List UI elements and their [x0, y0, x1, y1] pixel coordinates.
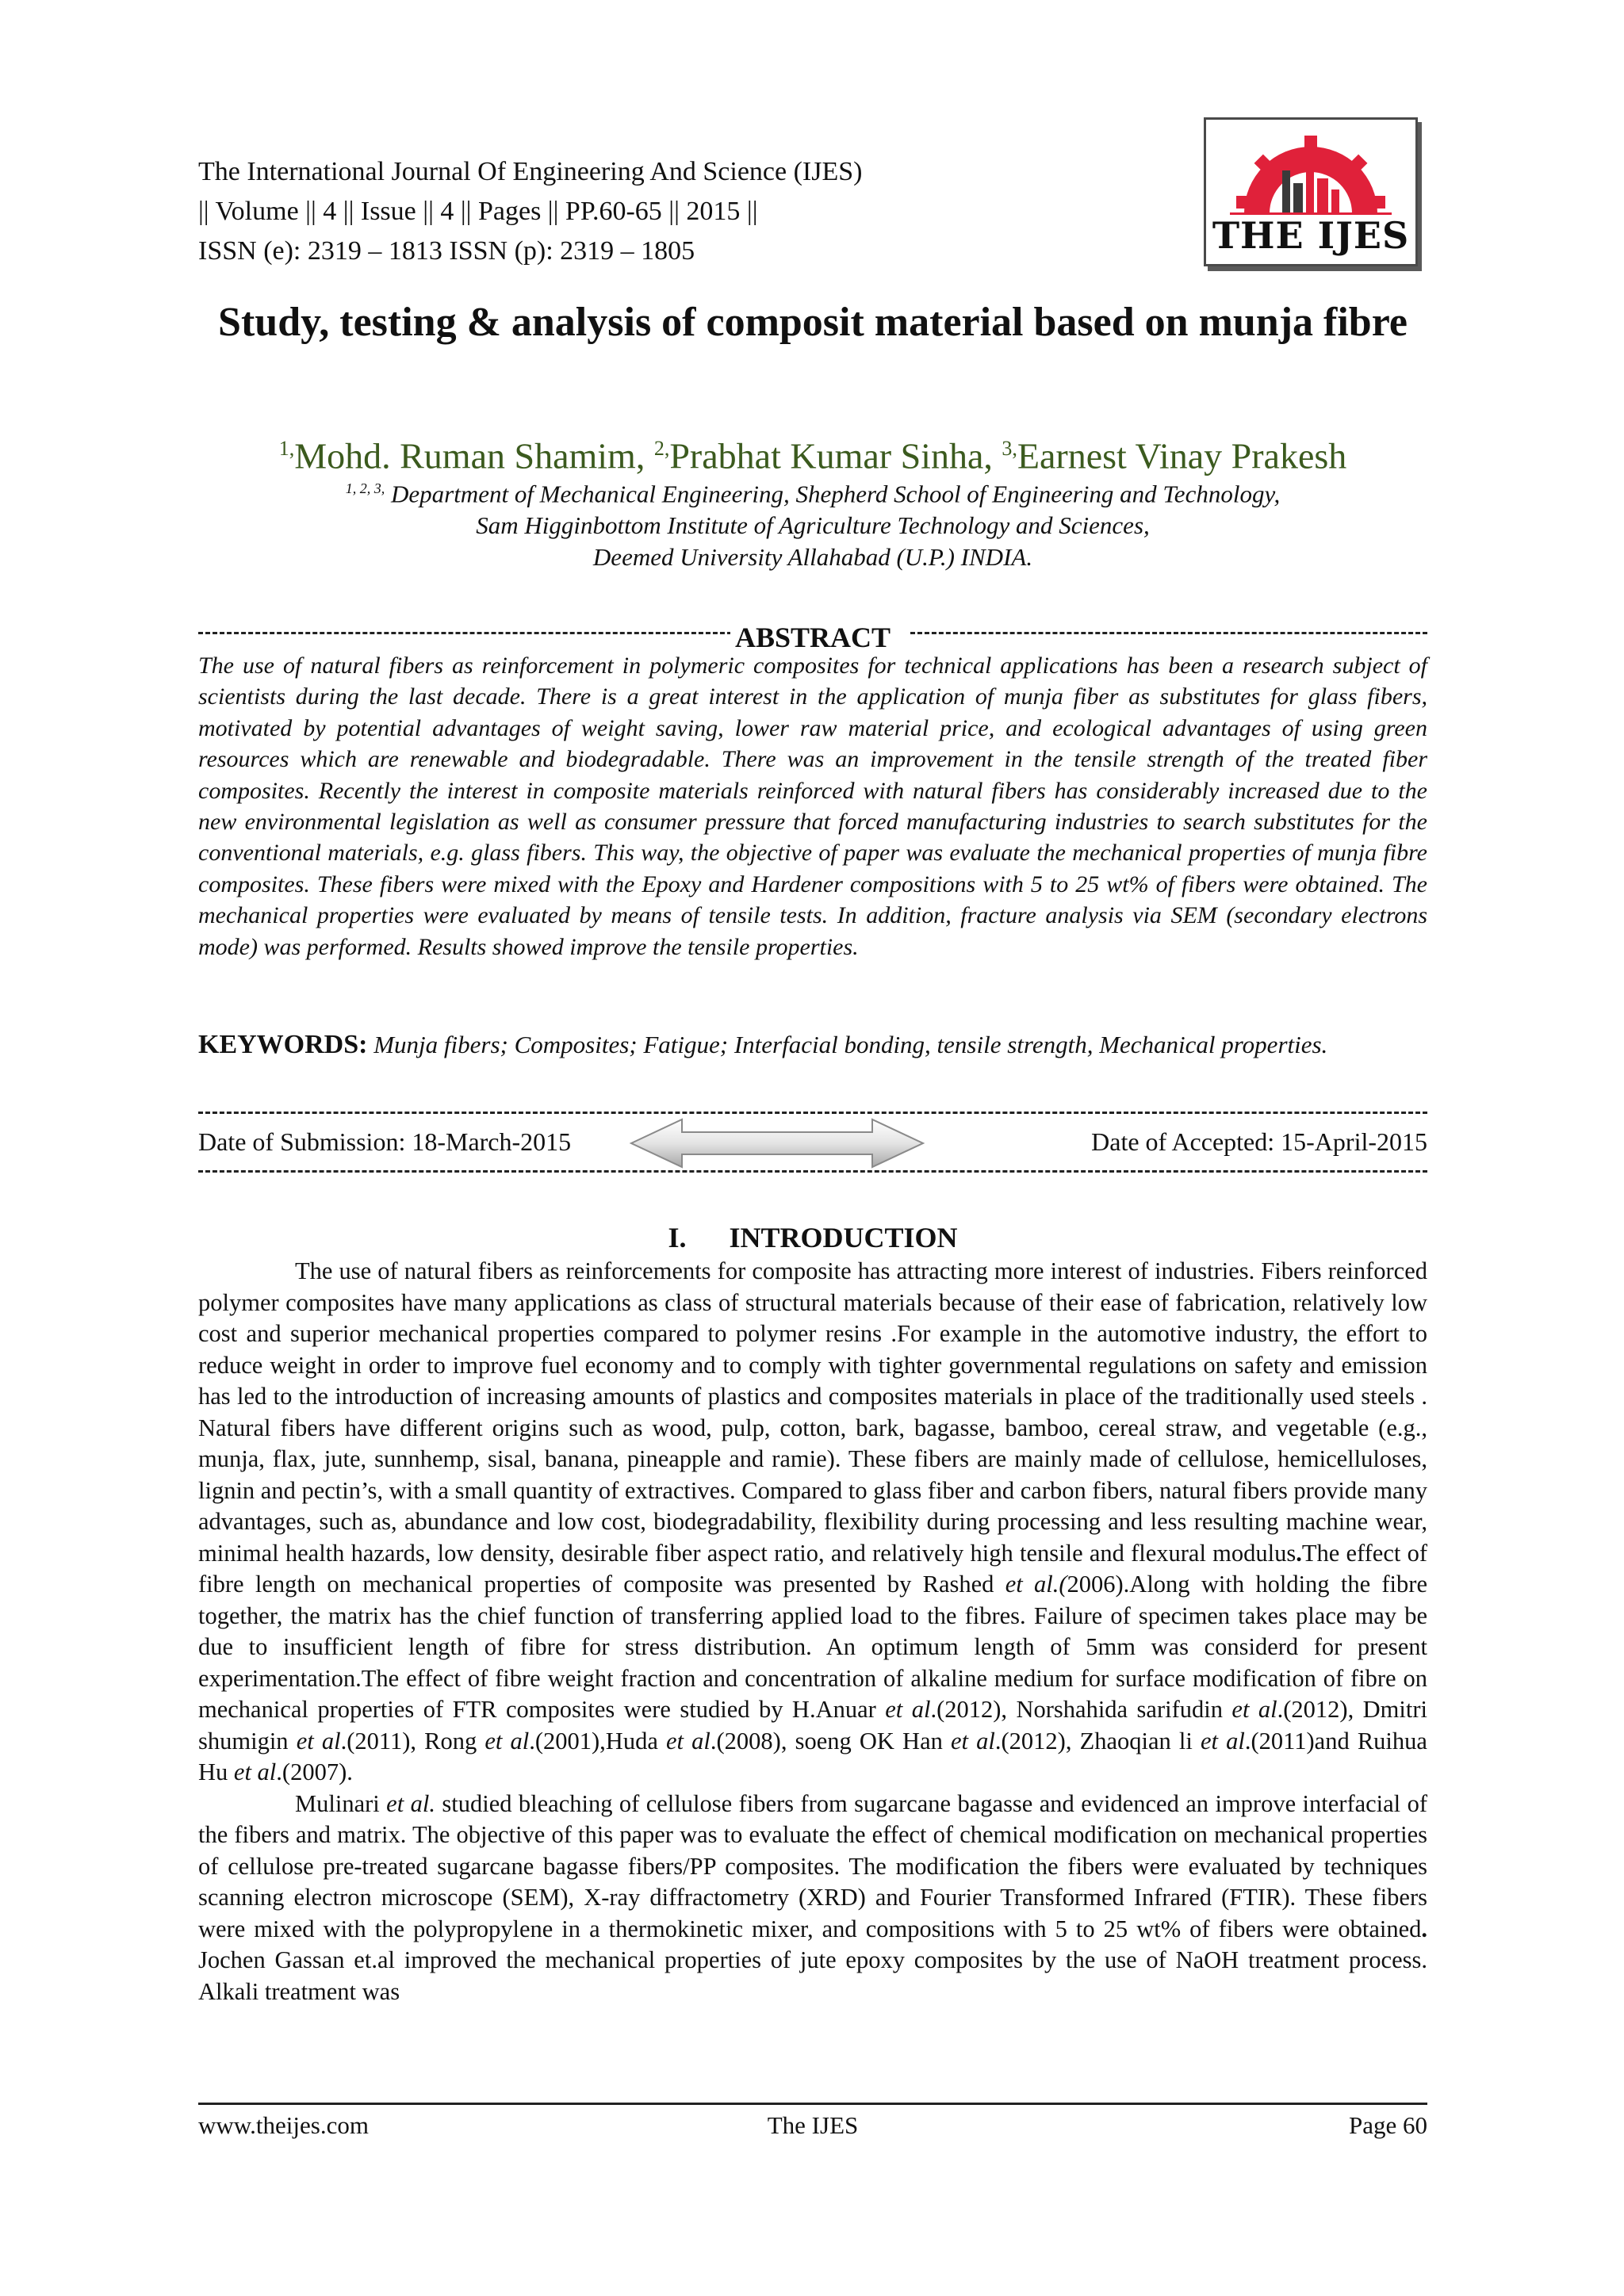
footer-page-number: Page 60: [1348, 2111, 1427, 2139]
submission-date: Date of Submission: 18-March-2015: [198, 1127, 572, 1156]
author-3: Earnest Vinay Prakesh: [1017, 435, 1347, 476]
affiliation-marker: 1, 2, 3,: [345, 480, 385, 496]
keywords-text: Munja fibers; Composites; Fatigue; Interfacial bonding, tensile strength, Mechanical properties.: [373, 1031, 1328, 1058]
introduction-paragraph-1: The use of natural fibers as reinforcements for composite has attracting more interest of industries. Fibers reinforced polymer composites have many applications as class of structural materials because of their ease of fabrication, relatively low cost and superior mechanical properties compared to polymer resins .For example in the automotive industry, the effort to reduce weight in order to improve fuel economy and to comply with tighter governmental regulations on safety and emission has led to the introduction of increasing amounts of plastics and composites materials in place of the traditionally used steels . Natural fibers have different origins such as wood, pulp, cotton, bark, bagasse, bamboo, cereal straw, and vegetable (e.g., munja, flax, jute, sunnhemp, sisal, banana, pineapple and ramie). These fibers are mainly made of cellulose, hemicelluloses, lignin and pectin’s, with a small quantity of extractives. Compared to glass fiber and carbon fibers, natural fibers provide many advantages, such as, abundance and low cost, biodegradability, flexibility during processing and less resulting machine wear, minimal health hazards, low density, desirable fiber aspect ratio, and relatively high tensile and flexural modulus.The effect of fibre length on mechanical properties of composite was presented by Rashed et al.(2006).Along with holding the fibre together, the matrix has the chief function of transferring applied load to the fibres. Failure of specimen takes place may be due to insufficient length of fibre for stress distribution. An optimum length of 5mm was considerd for present experimentation.The effect of fibre weight fraction and concentration of alkaline medium for surface modification of fibre on mechanical properties of FTR composites were studied by H.Anuar et al.(2012), Norshahida sarifudin et al.(2012), Dmitri shumigin et al.(2011), Rong et al.(2001),Huda et al.(2008), soeng OK Han et al.(2012), Zhaoqian li et al.(2011)and Ruihua Hu et al.(2007).: [198, 1257, 1427, 1785]
abstract-heading: ABSTRACT: [198, 620, 1427, 655]
affiliation-university: Deemed University Allahabad (U.P.) INDIA.: [592, 543, 1033, 572]
logo-text: THE IJES: [1212, 214, 1410, 257]
introduction-body: [198, 1256, 1427, 2007]
affiliation-department: Department of Mechanical Engineering, Shepherd School of Engineering and Technology,: [390, 480, 1281, 508]
page-footer: [198, 2107, 1427, 2144]
keywords-label: KEYWORDS:: [198, 1030, 368, 1059]
journal-info: [198, 152, 1150, 271]
author-1: Mohd. Ruman Shamim,: [294, 435, 645, 476]
dates-row: [198, 1124, 1427, 1159]
journal-name: The International Journal Of Engineering And Science (IJES): [198, 157, 863, 186]
affiliation-institute: Sam Higginbottom Institute of Agriculture Technology and Sciences,: [476, 511, 1150, 540]
footer-journal: The IJES: [767, 2111, 859, 2139]
dates-bottom-rule: [198, 1161, 1427, 1184]
author-2: Prabhat Kumar Sinha,: [669, 435, 993, 476]
author-2-marker: 2,: [653, 437, 670, 460]
author-3-marker: 3,: [1002, 437, 1017, 460]
affiliation: [198, 473, 1427, 573]
keywords: [198, 1029, 1427, 1061]
paper-title: Study, testing & analysis of composit material based on munja fibre: [218, 300, 1408, 345]
footer-rule: [198, 2103, 1427, 2105]
accepted-date: Date of Accepted: 15-April-2015: [1091, 1127, 1427, 1156]
journal-issn: ISSN (e): 2319 – 1813 ISSN (p): 2319 – 1805: [198, 236, 695, 266]
introduction-paragraph-2: Mulinari et al. studied bleaching of cellulose fibers from sugarcane bagasse and evidenced an improve interfacial of the fibers and matrix. The objective of this paper was to evaluate the effect of chemical modification on mechanical properties of cellulose pre-treated sugarcane bagasse fibers/PP composites. The modification the fibers were evaluated by techniques scanning electron microscope (SEM), X-ray diffractometry (XRD) and Fourier Transformed Infrared (FTIR). These fibers were mixed with the polypropylene in a thermokinetic mixer, and compositions with 5 to 25 wt% of fibers were obtained. Jochen Gassan et.al improved the mechanical properties of jute epoxy composites by the use of NaOH treatment process. Alkali treatment was: [198, 1789, 1427, 2005]
journal-volume: || Volume || 4 || Issue || 4 || Pages || PP.60-65 || 2015 ||: [198, 197, 758, 226]
journal-logo: [1204, 117, 1418, 266]
abstract-text: The use of natural fibers as reinforcement in polymeric composites for technical applications has been a research subject of scientists during the last decade. There is a great interest in the application of munja fiber as substitutes for glass fibers, motivated by potential advantages of weight saving, lower raw material price, and ecological advantages of using green resources which are renewable and biodegradable. There was an improvement in the tensile strength of the treated fiber composites. Recently the interest in composite materials reinforced with natural fibers has considerably increased due to the new environmental legislation as well as consumer pressure that forced manufacturing industries to search substitutes for the conventional materials, e.g. glass fibers. This way, the objective of paper was evaluate the mechanical properties of munja fibre composites. These fibers were mixed with the Epoxy and Hardener compositions with 5 to 25 wt% of fibers were obtained. The mechanical properties were evaluated by means of tensile tests. In addition, fracture analysis via SEM (secondary electrons mode) was performed. Results showed improve the tensile properties.: [198, 652, 1427, 960]
footer-website: www.theijes.com: [198, 2111, 369, 2139]
author-1-marker: 1,: [278, 437, 295, 460]
section-heading-introduction: I. INTRODUCTION: [668, 1222, 958, 1253]
